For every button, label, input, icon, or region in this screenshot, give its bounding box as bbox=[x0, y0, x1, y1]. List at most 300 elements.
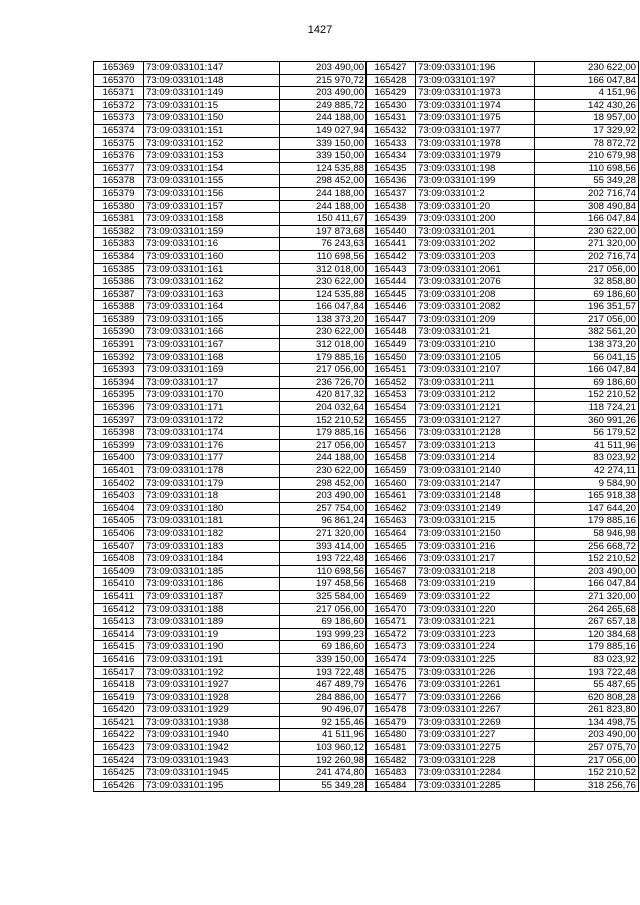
table-row bbox=[366, 162, 639, 175]
value-cell: 197 458,56 bbox=[280, 578, 367, 591]
record-number-cell: 165399 bbox=[94, 439, 144, 452]
cadastral-number-cell: 73:09:033101:2148 bbox=[416, 490, 535, 503]
table-row bbox=[366, 452, 639, 465]
value-cell: 193 722,48 bbox=[280, 666, 367, 679]
table-row bbox=[94, 704, 367, 717]
table-row bbox=[94, 754, 367, 767]
value-cell: 210 679,98 bbox=[535, 150, 639, 163]
table-row bbox=[366, 603, 639, 616]
value-cell: 284 886,00 bbox=[280, 691, 367, 704]
cadastral-number-cell: 73:09:033101:168 bbox=[144, 351, 280, 364]
record-number-cell: 165369 bbox=[94, 62, 144, 75]
table-row bbox=[366, 779, 639, 792]
cadastral-number-cell: 73:09:033101:1928 bbox=[144, 691, 280, 704]
value-cell: 4 151,96 bbox=[535, 87, 639, 100]
record-number-cell: 165433 bbox=[366, 137, 416, 150]
record-number-cell: 165451 bbox=[366, 364, 416, 377]
cadastral-number-cell: 73:09:033101:1938 bbox=[144, 716, 280, 729]
table-row bbox=[366, 326, 639, 339]
value-cell: 120 384,68 bbox=[535, 628, 639, 641]
table-row bbox=[366, 364, 639, 377]
cadastral-number-cell: 73:09:033101:227 bbox=[416, 729, 535, 742]
record-number-cell: 165441 bbox=[366, 238, 416, 251]
value-cell: 312 018,00 bbox=[280, 339, 367, 352]
record-number-cell: 165467 bbox=[366, 565, 416, 578]
cadastral-number-cell: 73:09:033101:181 bbox=[144, 515, 280, 528]
value-cell: 118 724,21 bbox=[535, 402, 639, 415]
record-number-cell: 165424 bbox=[94, 754, 144, 767]
record-number-cell: 165427 bbox=[366, 62, 416, 75]
value-cell: 382 561,20 bbox=[535, 326, 639, 339]
value-cell: 110 698,56 bbox=[280, 250, 367, 263]
record-number-cell: 165438 bbox=[366, 200, 416, 213]
record-number-cell: 165436 bbox=[366, 175, 416, 188]
cadastral-number-cell: 73:09:033101:2149 bbox=[416, 502, 535, 515]
record-number-cell: 165448 bbox=[366, 326, 416, 339]
cadastral-number-cell: 73:09:033101:163 bbox=[144, 288, 280, 301]
record-number-cell: 165483 bbox=[366, 767, 416, 780]
value-cell: 271 320,00 bbox=[535, 590, 639, 603]
cadastral-number-cell: 73:09:033101:174 bbox=[144, 427, 280, 440]
table-row bbox=[94, 238, 367, 251]
record-number-cell: 165373 bbox=[94, 112, 144, 125]
record-number-cell: 165415 bbox=[94, 641, 144, 654]
value-cell: 217 056,00 bbox=[535, 313, 639, 326]
table-row bbox=[94, 691, 367, 704]
record-number-cell: 165389 bbox=[94, 313, 144, 326]
value-cell: 103 960,12 bbox=[280, 742, 367, 755]
record-number-cell: 165393 bbox=[94, 364, 144, 377]
value-cell: 69 186,60 bbox=[535, 288, 639, 301]
cadastral-number-cell: 73:09:033101:164 bbox=[144, 301, 280, 314]
cadastral-number-cell: 73:09:033101:218 bbox=[416, 565, 535, 578]
table-row bbox=[94, 402, 367, 415]
record-number-cell: 165383 bbox=[94, 238, 144, 251]
value-cell: 179 885,16 bbox=[535, 641, 639, 654]
cadastral-number-cell: 73:09:033101:157 bbox=[144, 200, 280, 213]
table-row bbox=[94, 414, 367, 427]
record-number-cell: 165372 bbox=[94, 99, 144, 112]
record-number-cell: 165398 bbox=[94, 427, 144, 440]
record-number-cell: 165429 bbox=[366, 87, 416, 100]
cadastral-number-cell: 73:09:033101:1974 bbox=[416, 99, 535, 112]
value-cell: 55 349,28 bbox=[535, 175, 639, 188]
cadastral-number-cell: 73:09:033101:224 bbox=[416, 641, 535, 654]
table-row bbox=[94, 641, 367, 654]
value-cell: 267 657,18 bbox=[535, 616, 639, 629]
record-number-cell: 165453 bbox=[366, 389, 416, 402]
cadastral-number-cell: 73:09:033101:2 bbox=[416, 187, 535, 200]
table-row bbox=[366, 351, 639, 364]
value-cell: 230 622,00 bbox=[280, 276, 367, 289]
table-row bbox=[366, 250, 639, 263]
cadastral-number-cell: 73:09:033101:161 bbox=[144, 263, 280, 276]
record-number-cell: 165417 bbox=[94, 666, 144, 679]
record-number-cell: 165430 bbox=[366, 99, 416, 112]
cadastral-number-cell: 73:09:033101:159 bbox=[144, 225, 280, 238]
record-number-cell: 165443 bbox=[366, 263, 416, 276]
value-cell: 193 722,48 bbox=[535, 666, 639, 679]
cadastral-number-cell: 73:09:033101:226 bbox=[416, 666, 535, 679]
cadastral-number-cell: 73:09:033101:150 bbox=[144, 112, 280, 125]
record-number-cell: 165476 bbox=[366, 679, 416, 692]
record-number-cell: 165444 bbox=[366, 276, 416, 289]
table-row bbox=[94, 553, 367, 566]
record-number-cell: 165439 bbox=[366, 213, 416, 226]
cadastral-number-cell: 73:09:033101:180 bbox=[144, 502, 280, 515]
record-number-cell: 165395 bbox=[94, 389, 144, 402]
record-number-cell: 165428 bbox=[366, 74, 416, 87]
value-cell: 17 329,92 bbox=[535, 124, 639, 137]
value-cell: 264 265,68 bbox=[535, 603, 639, 616]
table-row bbox=[94, 603, 367, 616]
table-row bbox=[94, 666, 367, 679]
table-row bbox=[366, 74, 639, 87]
value-cell: 152 210,52 bbox=[280, 414, 367, 427]
record-number-cell: 165462 bbox=[366, 502, 416, 515]
value-cell: 217 056,00 bbox=[535, 263, 639, 276]
record-number-cell: 165471 bbox=[366, 616, 416, 629]
value-cell: 56 041,15 bbox=[535, 351, 639, 364]
value-cell: 203 490,00 bbox=[280, 87, 367, 100]
cadastral-number-cell: 73:09:033101:223 bbox=[416, 628, 535, 641]
table-row bbox=[366, 527, 639, 540]
table-row bbox=[366, 465, 639, 478]
cadastral-number-cell: 73:09:033101:1978 bbox=[416, 137, 535, 150]
cadastral-number-cell: 73:09:033101:160 bbox=[144, 250, 280, 263]
cadastral-number-cell: 73:09:033101:20 bbox=[416, 200, 535, 213]
record-number-cell: 165484 bbox=[366, 779, 416, 792]
table-row bbox=[366, 767, 639, 780]
cadastral-number-cell: 73:09:033101:184 bbox=[144, 553, 280, 566]
cadastral-number-cell: 73:09:033101:2267 bbox=[416, 704, 535, 717]
value-cell: 256 668,72 bbox=[535, 540, 639, 553]
table-row bbox=[94, 578, 367, 591]
value-cell: 318 256,76 bbox=[535, 779, 639, 792]
record-number-cell: 165461 bbox=[366, 490, 416, 503]
cadastral-number-cell: 73:09:033101:2127 bbox=[416, 414, 535, 427]
value-cell: 166 047,84 bbox=[280, 301, 367, 314]
value-cell: 202 716,74 bbox=[535, 187, 639, 200]
table-row bbox=[94, 124, 367, 137]
table-row bbox=[94, 213, 367, 226]
value-cell: 244 188,00 bbox=[280, 112, 367, 125]
record-number-cell: 165421 bbox=[94, 716, 144, 729]
table-row bbox=[366, 175, 639, 188]
cadastral-number-cell: 73:09:033101:211 bbox=[416, 376, 535, 389]
table-row bbox=[94, 187, 367, 200]
record-number-cell: 165425 bbox=[94, 767, 144, 780]
table-row bbox=[94, 767, 367, 780]
cadastral-number-cell: 73:09:033101:225 bbox=[416, 653, 535, 666]
cadastral-number-cell: 73:09:033101:2269 bbox=[416, 716, 535, 729]
table-row bbox=[94, 376, 367, 389]
cadastral-number-cell: 73:09:033101:179 bbox=[144, 477, 280, 490]
table-row bbox=[366, 578, 639, 591]
table-row bbox=[366, 704, 639, 717]
cadastral-number-cell: 73:09:033101:1977 bbox=[416, 124, 535, 137]
table-row bbox=[366, 742, 639, 755]
table-row bbox=[366, 200, 639, 213]
value-cell: 249 885,72 bbox=[280, 99, 367, 112]
cadastral-number-cell: 73:09:033101:1975 bbox=[416, 112, 535, 125]
record-number-cell: 165423 bbox=[94, 742, 144, 755]
record-number-cell: 165381 bbox=[94, 213, 144, 226]
value-cell: 166 047,84 bbox=[535, 364, 639, 377]
cadastral-number-cell: 73:09:033101:214 bbox=[416, 452, 535, 465]
table-row bbox=[94, 590, 367, 603]
record-number-cell: 165478 bbox=[366, 704, 416, 717]
record-number-cell: 165376 bbox=[94, 150, 144, 163]
record-number-cell: 165472 bbox=[366, 628, 416, 641]
record-number-cell: 165480 bbox=[366, 729, 416, 742]
record-number-cell: 165463 bbox=[366, 515, 416, 528]
value-cell: 192 260,98 bbox=[280, 754, 367, 767]
cadastral-number-cell: 73:09:033101:2082 bbox=[416, 301, 535, 314]
record-number-cell: 165452 bbox=[366, 376, 416, 389]
value-cell: 230 622,00 bbox=[535, 225, 639, 238]
record-number-cell: 165413 bbox=[94, 616, 144, 629]
table-row bbox=[366, 150, 639, 163]
value-cell: 124 535,88 bbox=[280, 162, 367, 175]
value-cell: 393 414,00 bbox=[280, 540, 367, 553]
record-number-cell: 165412 bbox=[94, 603, 144, 616]
cadastral-number-cell: 73:09:033101:189 bbox=[144, 616, 280, 629]
record-number-cell: 165387 bbox=[94, 288, 144, 301]
record-number-cell: 165404 bbox=[94, 502, 144, 515]
record-number-cell: 165385 bbox=[94, 263, 144, 276]
record-number-cell: 165411 bbox=[94, 590, 144, 603]
table-row bbox=[366, 653, 639, 666]
record-number-cell: 165434 bbox=[366, 150, 416, 163]
record-number-cell: 165375 bbox=[94, 137, 144, 150]
cadastral-number-cell: 73:09:033101:1945 bbox=[144, 767, 280, 780]
table-row bbox=[366, 376, 639, 389]
cadastral-number-cell: 73:09:033101:172 bbox=[144, 414, 280, 427]
cadastral-number-cell: 73:09:033101:216 bbox=[416, 540, 535, 553]
cadastral-number-cell: 73:09:033101:2285 bbox=[416, 779, 535, 792]
record-number-cell: 165445 bbox=[366, 288, 416, 301]
cadastral-number-cell: 73:09:033101:178 bbox=[144, 465, 280, 478]
record-number-cell: 165397 bbox=[94, 414, 144, 427]
cadastral-number-cell: 73:09:033101:200 bbox=[416, 213, 535, 226]
record-number-cell: 165426 bbox=[94, 779, 144, 792]
cadastral-number-cell: 73:09:033101:192 bbox=[144, 666, 280, 679]
value-cell: 339 150,00 bbox=[280, 150, 367, 163]
record-number-cell: 165378 bbox=[94, 175, 144, 188]
table-row bbox=[94, 150, 367, 163]
table-row bbox=[94, 339, 367, 352]
record-number-cell: 165479 bbox=[366, 716, 416, 729]
cadastral-number-cell: 73:09:033101:2140 bbox=[416, 465, 535, 478]
table-row bbox=[366, 565, 639, 578]
record-number-cell: 165406 bbox=[94, 527, 144, 540]
value-cell: 203 490,00 bbox=[535, 565, 639, 578]
record-number-cell: 165371 bbox=[94, 87, 144, 100]
value-cell: 83 023,92 bbox=[535, 653, 639, 666]
record-number-cell: 165449 bbox=[366, 339, 416, 352]
record-number-cell: 165390 bbox=[94, 326, 144, 339]
record-number-cell: 165409 bbox=[94, 565, 144, 578]
cadastral-number-cell: 73:09:033101:148 bbox=[144, 74, 280, 87]
value-cell: 166 047,84 bbox=[535, 578, 639, 591]
cadastral-number-cell: 73:09:033101:158 bbox=[144, 213, 280, 226]
cadastral-number-cell: 73:09:033101:221 bbox=[416, 616, 535, 629]
cadastral-number-cell: 73:09:033101:228 bbox=[416, 754, 535, 767]
record-number-cell: 165431 bbox=[366, 112, 416, 125]
table-row bbox=[366, 490, 639, 503]
table-row bbox=[94, 540, 367, 553]
table-row bbox=[366, 729, 639, 742]
table-row bbox=[366, 641, 639, 654]
record-number-cell: 165473 bbox=[366, 641, 416, 654]
value-cell: 203 490,00 bbox=[535, 729, 639, 742]
table-row bbox=[366, 339, 639, 352]
cadastral-number-cell: 73:09:033101:197 bbox=[416, 74, 535, 87]
value-cell: 165 918,38 bbox=[535, 490, 639, 503]
table-row bbox=[366, 477, 639, 490]
value-cell: 230 622,00 bbox=[280, 326, 367, 339]
cadastral-number-cell: 73:09:033101:15 bbox=[144, 99, 280, 112]
cadastral-number-cell: 73:09:033101:1979 bbox=[416, 150, 535, 163]
cadastral-number-cell: 73:09:033101:213 bbox=[416, 439, 535, 452]
value-cell: 124 535,88 bbox=[280, 288, 367, 301]
cadastral-number-cell: 73:09:033101:177 bbox=[144, 452, 280, 465]
value-cell: 244 188,00 bbox=[280, 452, 367, 465]
table-row bbox=[94, 175, 367, 188]
table-row bbox=[94, 74, 367, 87]
table-row bbox=[94, 87, 367, 100]
value-cell: 257 075,70 bbox=[535, 742, 639, 755]
table-row bbox=[94, 527, 367, 540]
value-cell: 202 716,74 bbox=[535, 250, 639, 263]
table-row bbox=[94, 628, 367, 641]
table-row bbox=[94, 137, 367, 150]
table-row bbox=[366, 439, 639, 452]
page-number: 1427 bbox=[307, 24, 333, 36]
cadastral-number-cell: 73:09:033101:155 bbox=[144, 175, 280, 188]
table-row bbox=[94, 742, 367, 755]
cadastral-number-cell: 73:09:033101:166 bbox=[144, 326, 280, 339]
cadastral-number-cell: 73:09:033101:154 bbox=[144, 162, 280, 175]
value-cell: 83 023,92 bbox=[535, 452, 639, 465]
value-cell: 244 188,00 bbox=[280, 200, 367, 213]
cadastral-number-cell: 73:09:033101:198 bbox=[416, 162, 535, 175]
cadastral-number-cell: 73:09:033101:186 bbox=[144, 578, 280, 591]
value-cell: 204 032,64 bbox=[280, 402, 367, 415]
cadastral-number-cell: 73:09:033101:212 bbox=[416, 389, 535, 402]
cadastral-number-cell: 73:09:033101:162 bbox=[144, 276, 280, 289]
cadastral-number-cell: 73:09:033101:17 bbox=[144, 376, 280, 389]
record-number-cell: 165419 bbox=[94, 691, 144, 704]
cadastral-number-cell: 73:09:033101:217 bbox=[416, 553, 535, 566]
record-number-cell: 165475 bbox=[366, 666, 416, 679]
value-cell: 18 957,00 bbox=[535, 112, 639, 125]
record-number-cell: 165458 bbox=[366, 452, 416, 465]
value-cell: 196 351,57 bbox=[535, 301, 639, 314]
record-number-cell: 165402 bbox=[94, 477, 144, 490]
value-cell: 32 858,80 bbox=[535, 276, 639, 289]
record-number-cell: 165374 bbox=[94, 124, 144, 137]
table-row bbox=[94, 490, 367, 503]
value-cell: 110 698,56 bbox=[535, 162, 639, 175]
table-row bbox=[94, 716, 367, 729]
table-row bbox=[94, 351, 367, 364]
cadastral-number-cell: 73:09:033101:2150 bbox=[416, 527, 535, 540]
value-cell: 166 047,84 bbox=[535, 74, 639, 87]
value-cell: 230 622,00 bbox=[535, 62, 639, 75]
table-row bbox=[94, 565, 367, 578]
cadastral-number-cell: 73:09:033101:1927 bbox=[144, 679, 280, 692]
left-register-table bbox=[93, 61, 367, 792]
table-row bbox=[366, 515, 639, 528]
table-row bbox=[94, 653, 367, 666]
value-cell: 298 452,00 bbox=[280, 477, 367, 490]
cadastral-number-cell: 73:09:033101:2076 bbox=[416, 276, 535, 289]
value-cell: 179 885,16 bbox=[280, 351, 367, 364]
table-row bbox=[366, 313, 639, 326]
value-cell: 620 808,28 bbox=[535, 691, 639, 704]
cadastral-number-cell: 73:09:033101:1929 bbox=[144, 704, 280, 717]
table-row bbox=[366, 288, 639, 301]
record-number-cell: 165437 bbox=[366, 187, 416, 200]
cadastral-number-cell: 73:09:033101:151 bbox=[144, 124, 280, 137]
table-row bbox=[94, 616, 367, 629]
value-cell: 271 320,00 bbox=[280, 527, 367, 540]
record-number-cell: 165379 bbox=[94, 187, 144, 200]
table-row bbox=[366, 137, 639, 150]
value-cell: 90 496,07 bbox=[280, 704, 367, 717]
table-row bbox=[94, 729, 367, 742]
table-row bbox=[366, 679, 639, 692]
value-cell: 96 861,24 bbox=[280, 515, 367, 528]
value-cell: 308 490,84 bbox=[535, 200, 639, 213]
value-cell: 41 511,96 bbox=[535, 439, 639, 452]
cadastral-number-cell: 73:09:033101:195 bbox=[144, 779, 280, 792]
record-number-cell: 165422 bbox=[94, 729, 144, 742]
cadastral-number-cell: 73:09:033101:1940 bbox=[144, 729, 280, 742]
table-row bbox=[366, 502, 639, 515]
value-cell: 257 754,00 bbox=[280, 502, 367, 515]
record-number-cell: 165386 bbox=[94, 276, 144, 289]
table-row bbox=[366, 590, 639, 603]
table-row bbox=[94, 276, 367, 289]
table-row bbox=[366, 553, 639, 566]
cadastral-number-cell: 73:09:033101:1943 bbox=[144, 754, 280, 767]
cadastral-number-cell: 73:09:033101:219 bbox=[416, 578, 535, 591]
cadastral-number-cell: 73:09:033101:2261 bbox=[416, 679, 535, 692]
table-row bbox=[94, 515, 367, 528]
record-number-cell: 165482 bbox=[366, 754, 416, 767]
record-number-cell: 165435 bbox=[366, 162, 416, 175]
cadastral-number-cell: 73:09:033101:185 bbox=[144, 565, 280, 578]
value-cell: 197 873,68 bbox=[280, 225, 367, 238]
record-number-cell: 165459 bbox=[366, 465, 416, 478]
value-cell: 55 349,28 bbox=[280, 779, 367, 792]
table-row bbox=[94, 263, 367, 276]
value-cell: 217 056,00 bbox=[280, 439, 367, 452]
value-cell: 147 644,20 bbox=[535, 502, 639, 515]
value-cell: 230 622,00 bbox=[280, 465, 367, 478]
record-number-cell: 165470 bbox=[366, 603, 416, 616]
cadastral-number-cell: 73:09:033101:18 bbox=[144, 490, 280, 503]
record-number-cell: 165391 bbox=[94, 339, 144, 352]
record-number-cell: 165466 bbox=[366, 553, 416, 566]
value-cell: 138 373,20 bbox=[280, 313, 367, 326]
cadastral-number-cell: 73:09:033101:21 bbox=[416, 326, 535, 339]
record-number-cell: 165416 bbox=[94, 653, 144, 666]
record-number-cell: 165401 bbox=[94, 465, 144, 478]
